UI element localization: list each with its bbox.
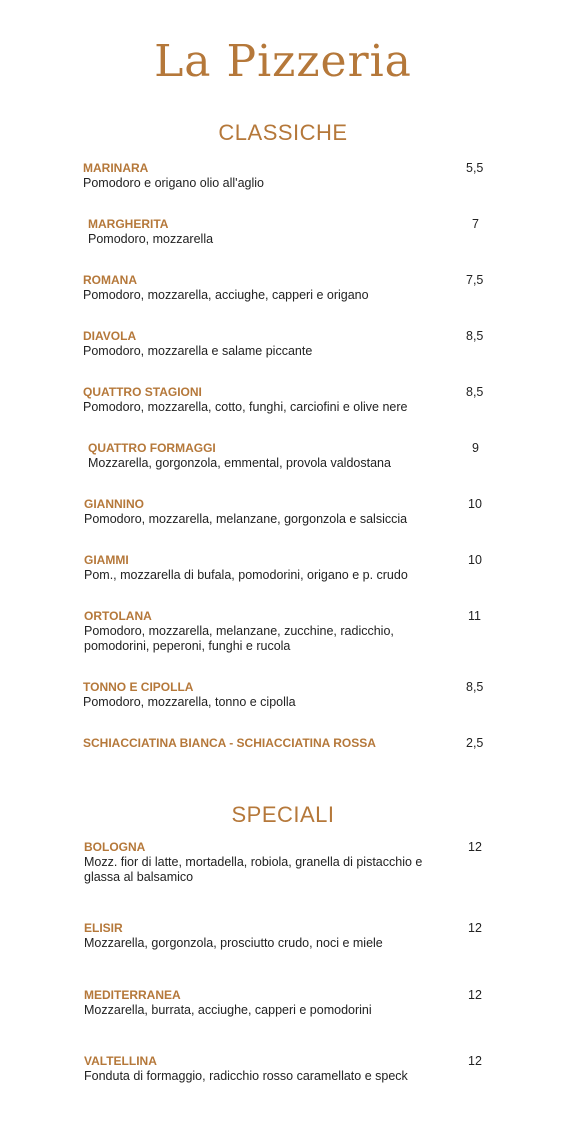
menu-item (84, 608, 429, 654)
item-description: Pomodoro, mozzarella (88, 232, 214, 246)
menu-item (84, 987, 504, 1018)
item-name: BOLOGNA (84, 840, 146, 854)
menu-item (84, 552, 504, 583)
item-name: MARGHERITA (88, 217, 169, 231)
item-description: Pomodoro, mozzarella e salame piccante (83, 344, 313, 358)
item-description: Pomodoro, mozzarella, melanzane, gorgonzola e salsiccia (84, 512, 408, 526)
menu-item (84, 839, 446, 885)
item-name: QUATTRO FORMAGGI (88, 441, 216, 455)
item-price: 9 (472, 441, 479, 455)
item-description: Fonduta di formaggio, radicchio rosso caramellato e speck (84, 1069, 408, 1083)
menu-item (88, 216, 508, 247)
item-price: 12 (468, 840, 482, 854)
item-description: Pom., mozzarella di bufala, pomodorini, origano e p. crudo (84, 568, 408, 582)
item-price: 8,5 (466, 385, 484, 399)
menu-item (83, 679, 503, 710)
item-price: 10 (468, 497, 482, 511)
item-description: Pomodoro, mozzarella, melanzane, zucchine, radicchio, pomodorini, peperoni, funghi e rucola (84, 624, 394, 653)
item-price: 10 (468, 553, 482, 567)
item-price: 8,5 (466, 680, 484, 694)
item-price: 2,5 (466, 736, 484, 750)
item-name: MARINARA (83, 161, 149, 175)
item-price: 7,5 (466, 273, 484, 287)
item-name: TONNO E CIPOLLA (83, 680, 194, 694)
menu-item (84, 496, 504, 527)
menu-item (84, 1053, 504, 1084)
item-name: ORTOLANA (84, 609, 152, 623)
item-name: GIANNINO (84, 497, 144, 511)
menu-item (83, 272, 503, 303)
item-price: 5,5 (466, 161, 484, 175)
menu-item (88, 440, 508, 471)
item-name: VALTELLINA (84, 1054, 157, 1068)
item-price: 12 (468, 1054, 482, 1068)
section-title-speciali: SPECIALI (231, 802, 335, 827)
item-price: 7 (472, 217, 479, 231)
item-price: 8,5 (466, 329, 484, 343)
item-name: MEDITERRANEA (84, 988, 181, 1002)
item-description: Pomodoro, mozzarella, acciughe, capperi e origano (83, 288, 369, 302)
item-name: ROMANA (83, 273, 137, 287)
item-description: Mozz. fior di latte, mortadella, robiola, granella di pistacchio e glassa al balsamico (84, 855, 423, 884)
item-name: SCHIACCIATINA BIANCA - SCHIACCIATINA ROSSA (83, 736, 376, 750)
page-title: La Pizzeria (154, 36, 412, 87)
item-name: ELISIR (84, 921, 123, 935)
item-description: Pomodoro, mozzarella, tonno e cipolla (83, 695, 296, 709)
item-description: Pomodoro, mozzarella, cotto, funghi, carciofini e olive nere (83, 400, 408, 414)
item-name: GIAMMI (84, 553, 129, 567)
item-price: 12 (468, 921, 482, 935)
menu-item (83, 384, 503, 415)
menu-item (83, 328, 503, 359)
section-title-classiche: CLASSICHE (218, 120, 348, 145)
item-price: 11 (468, 609, 481, 623)
item-description: Mozzarella, gorgonzola, prosciutto crudo, noci e miele (84, 936, 383, 950)
item-description: Mozzarella, gorgonzola, emmental, provola valdostana (88, 456, 391, 470)
item-name: QUATTRO STAGIONI (83, 385, 202, 399)
item-name: DIAVOLA (83, 329, 137, 343)
menu-item (84, 920, 504, 951)
item-description: Pomodoro e origano olio all'aglio (83, 176, 264, 190)
item-description: Mozzarella, burrata, acciughe, capperi e pomodorini (84, 1003, 372, 1017)
menu-item (83, 160, 503, 191)
item-price: 12 (468, 988, 482, 1002)
menu-item (83, 735, 503, 751)
